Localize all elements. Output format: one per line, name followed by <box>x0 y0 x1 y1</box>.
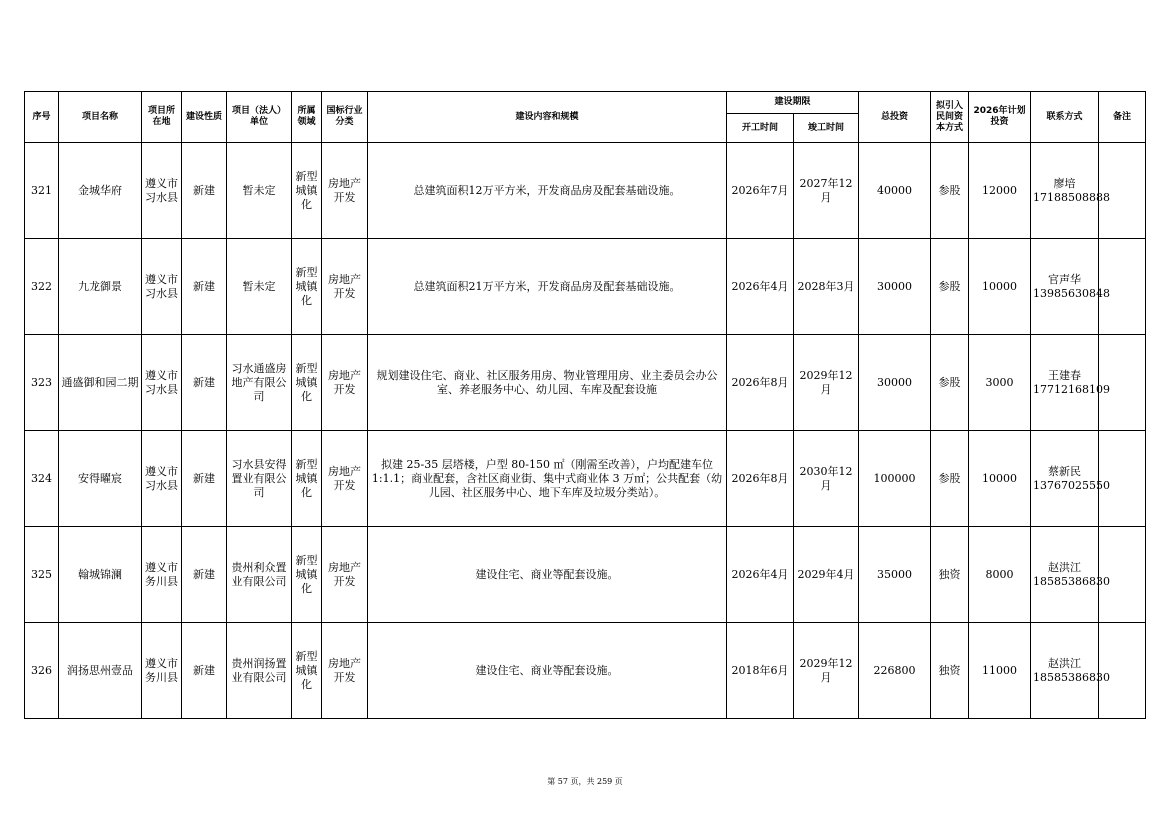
cell-contact <box>1031 431 1110 527</box>
header-plan-2026: 2026年计划投资 <box>969 92 1031 143</box>
cell-plan-2026: 11000 <box>969 623 1031 719</box>
cell-nature: 新建 <box>182 239 227 335</box>
table-row <box>25 239 1146 335</box>
cell-location: 遵义市习水县 <box>142 143 182 239</box>
cell-field: 新型城镇化 <box>292 431 322 527</box>
table-row <box>25 431 1146 527</box>
table-row <box>25 143 1146 239</box>
cell-content: 总建筑面积21万平方米，开发商品房及配套基础设施。 <box>368 239 727 335</box>
cell-location: 遵义市习水县 <box>142 239 182 335</box>
cell-end: 2027年12月 <box>794 143 859 239</box>
cell-nature: 新建 <box>182 335 227 431</box>
contact-name: 廖培 <box>1053 176 1076 190</box>
cell-total: 226800 <box>859 623 931 719</box>
contact-phone: 18585386830 <box>1033 670 1110 684</box>
contact-name: 王建春 <box>1048 368 1082 382</box>
cell-unit: 习水县安得置业有限公司 <box>227 431 292 527</box>
cell-total: 40000 <box>859 143 931 239</box>
header-start: 开工时间 <box>727 114 794 143</box>
cell-unit: 贵州润扬置业有限公司 <box>227 623 292 719</box>
header-end: 竣工时间 <box>794 114 859 143</box>
cell-content: 规划建设住宅、商业、社区服务用房、物业管理用房、业主委员会办公室、养老服务中心、幼儿园、车库及配套设施 <box>368 335 727 431</box>
header-name: 项目名称 <box>59 92 142 143</box>
contact-phone: 13767025550 <box>1033 478 1110 492</box>
cell-total: 35000 <box>859 527 931 623</box>
cell-seq: 321 <box>25 143 59 239</box>
cell-seq: 324 <box>25 431 59 527</box>
cell-start: 2026年8月 <box>727 335 794 431</box>
cell-total: 30000 <box>859 335 931 431</box>
contact-phone: 18585386830 <box>1033 574 1110 588</box>
contact-name: 赵洪江 <box>1048 656 1082 670</box>
project-table <box>24 91 1146 719</box>
cell-contact <box>1031 623 1110 719</box>
cell-private-mode: 参股 <box>931 239 969 335</box>
header-remark: 备注 <box>1099 92 1146 143</box>
cell-content: 建设住宅、商业等配套设施。 <box>368 623 727 719</box>
cell-seq: 323 <box>25 335 59 431</box>
cell-name: 九龙御景 <box>59 239 142 335</box>
cell-field: 新型城镇化 <box>292 623 322 719</box>
header-total: 总投资 <box>859 92 931 143</box>
cell-total: 100000 <box>859 431 931 527</box>
cell-start: 2026年4月 <box>727 527 794 623</box>
cell-end: 2029年12月 <box>794 623 859 719</box>
cell-nature: 新建 <box>182 623 227 719</box>
cell-industry: 房地产开发 <box>322 431 368 527</box>
cell-private-mode: 独资 <box>931 623 969 719</box>
cell-seq: 325 <box>25 527 59 623</box>
cell-private-mode: 参股 <box>931 143 969 239</box>
cell-nature: 新建 <box>182 431 227 527</box>
cell-content: 建设住宅、商业等配套设施。 <box>368 527 727 623</box>
cell-industry: 房地产开发 <box>322 335 368 431</box>
header-period: 建设期限 <box>727 92 859 114</box>
cell-industry: 房地产开发 <box>322 527 368 623</box>
header-contact: 联系方式 <box>1031 92 1099 143</box>
cell-industry: 房地产开发 <box>322 623 368 719</box>
cell-content: 拟建 25-35 层塔楼，户型 80-150 ㎡（刚需至改善），户均配建车位 1:1.1；商业配套，含社区商业街、集中式商业体 3 万㎡；公共配套（幼儿园、社区服务中心、地下车库及垃圾分类站）。 <box>368 431 727 527</box>
cell-field: 新型城镇化 <box>292 335 322 431</box>
cell-industry: 房地产开发 <box>322 239 368 335</box>
header-private-mode: 拟引入民间资本方式 <box>931 92 969 143</box>
cell-start: 2026年7月 <box>727 143 794 239</box>
contact-name: 赵洪江 <box>1048 560 1082 574</box>
cell-unit: 习水通盛房地产有限公司 <box>227 335 292 431</box>
cell-location: 遵义市务川县 <box>142 527 182 623</box>
cell-plan-2026: 10000 <box>969 431 1031 527</box>
header-field: 所属领域 <box>292 92 322 143</box>
cell-nature: 新建 <box>182 143 227 239</box>
cell-name: 润扬思州壹品 <box>59 623 142 719</box>
cell-end: 2029年12月 <box>794 335 859 431</box>
contact-name: 蔡新民 <box>1048 464 1082 478</box>
cell-plan-2026: 3000 <box>969 335 1031 431</box>
cell-plan-2026: 10000 <box>969 239 1031 335</box>
table-row <box>25 623 1146 719</box>
table-row <box>25 527 1146 623</box>
cell-name: 翰城锦澜 <box>59 527 142 623</box>
cell-contact <box>1031 335 1110 431</box>
cell-industry: 房地产开发 <box>322 143 368 239</box>
cell-start: 2018年6月 <box>727 623 794 719</box>
cell-location: 遵义市习水县 <box>142 431 182 527</box>
header-industry: 国标行业分类 <box>322 92 368 143</box>
cell-start: 2026年4月 <box>727 239 794 335</box>
contact-phone: 17712168109 <box>1033 382 1110 396</box>
cell-end: 2029年4月 <box>794 527 859 623</box>
cell-private-mode: 参股 <box>931 335 969 431</box>
cell-seq: 322 <box>25 239 59 335</box>
cell-private-mode: 独资 <box>931 527 969 623</box>
contact-phone: 17188508888 <box>1033 190 1110 204</box>
cell-end: 2030年12月 <box>794 431 859 527</box>
header-unit: 项目（法人）单位 <box>227 92 292 143</box>
cell-total: 30000 <box>859 239 931 335</box>
table-row <box>25 335 1146 431</box>
cell-nature: 新建 <box>182 527 227 623</box>
cell-name: 通盛御和园二期 <box>59 335 142 431</box>
cell-content: 总建筑面积12万平方米，开发商品房及配套基础设施。 <box>368 143 727 239</box>
cell-contact <box>1031 239 1110 335</box>
cell-start: 2026年8月 <box>727 431 794 527</box>
header-location: 项目所在地 <box>142 92 182 143</box>
cell-seq: 326 <box>25 623 59 719</box>
header-content: 建设内容和规模 <box>368 92 727 143</box>
cell-field: 新型城镇化 <box>292 239 322 335</box>
header-row <box>25 92 1146 114</box>
header-nature: 建设性质 <box>182 92 227 143</box>
cell-contact <box>1031 143 1110 239</box>
cell-plan-2026: 12000 <box>969 143 1031 239</box>
cell-name: 金城华府 <box>59 143 142 239</box>
contact-phone: 13985630848 <box>1033 286 1110 300</box>
page-footer: 第 57 页，共 259 页 <box>547 777 623 786</box>
cell-private-mode: 参股 <box>931 431 969 527</box>
cell-unit: 暂未定 <box>227 239 292 335</box>
cell-unit: 贵州利众置业有限公司 <box>227 527 292 623</box>
cell-location: 遵义市习水县 <box>142 335 182 431</box>
contact-name: 官声华 <box>1048 272 1082 286</box>
header-seq: 序号 <box>25 92 59 143</box>
cell-end: 2028年3月 <box>794 239 859 335</box>
cell-field: 新型城镇化 <box>292 143 322 239</box>
cell-field: 新型城镇化 <box>292 527 322 623</box>
cell-plan-2026: 8000 <box>969 527 1031 623</box>
cell-contact <box>1031 527 1110 623</box>
cell-location: 遵义市务川县 <box>142 623 182 719</box>
cell-unit: 暂未定 <box>227 143 292 239</box>
cell-name: 安得曜宸 <box>59 431 142 527</box>
